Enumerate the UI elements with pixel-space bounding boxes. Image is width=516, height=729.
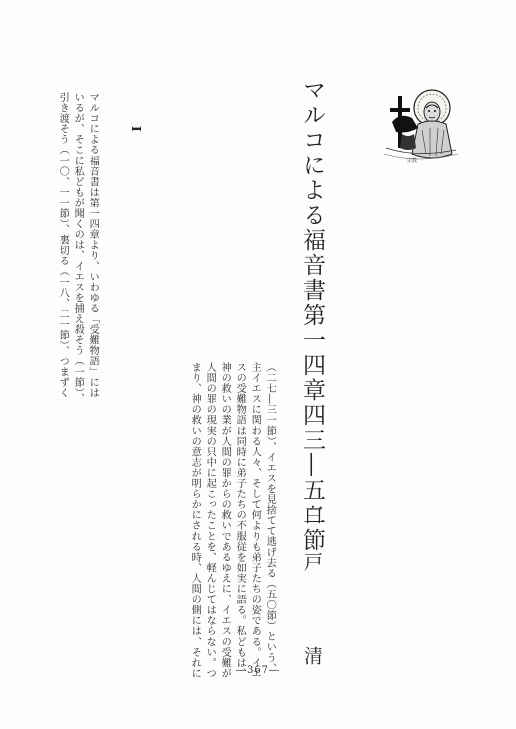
body-line: 神の救いの業が人間の罪からの救いであるゆえに、イエスの受難が <box>219 362 231 679</box>
body-line: まり、神の救いの意志が明らかにされる時、人間の側には、それに <box>189 362 201 679</box>
body-line: スの受難物語は同時に弟子たちの不服従を如実に語る。私どもは、 <box>234 362 246 679</box>
body-line: 引き渡そう（一〇、一一節）、裏切る（一八、二一節）、つまずく <box>57 92 69 399</box>
body-line: いるが、そこに私どもが聞くのは、イエスを捕え殺そう（一節）、 <box>72 92 84 404</box>
body-line: （二七―三一節）、イエスを見捨てて逃げ去る（五〇節）という、 <box>264 362 276 674</box>
body-line: 主イエスに関わる人々、そして何よりも弟子たちの姿である。イエ <box>249 362 261 679</box>
page-number: ―367― <box>235 665 281 676</box>
illustration-label: 宗教 <box>407 158 418 164</box>
section-numeral: I <box>129 126 143 132</box>
author-name: 白戸 清 <box>301 505 323 693</box>
body-line: マルコによる福音書は第一四章より、いわゆる「受難物語」には <box>87 92 99 398</box>
religious-engraving-icon <box>382 78 460 168</box>
body-line: 人間の罪の現実の只中に起こったことを、軽んじてはならない。つ <box>204 362 216 679</box>
article-title: マルコによる福音書第一四章四三―五二節 <box>299 78 325 553</box>
